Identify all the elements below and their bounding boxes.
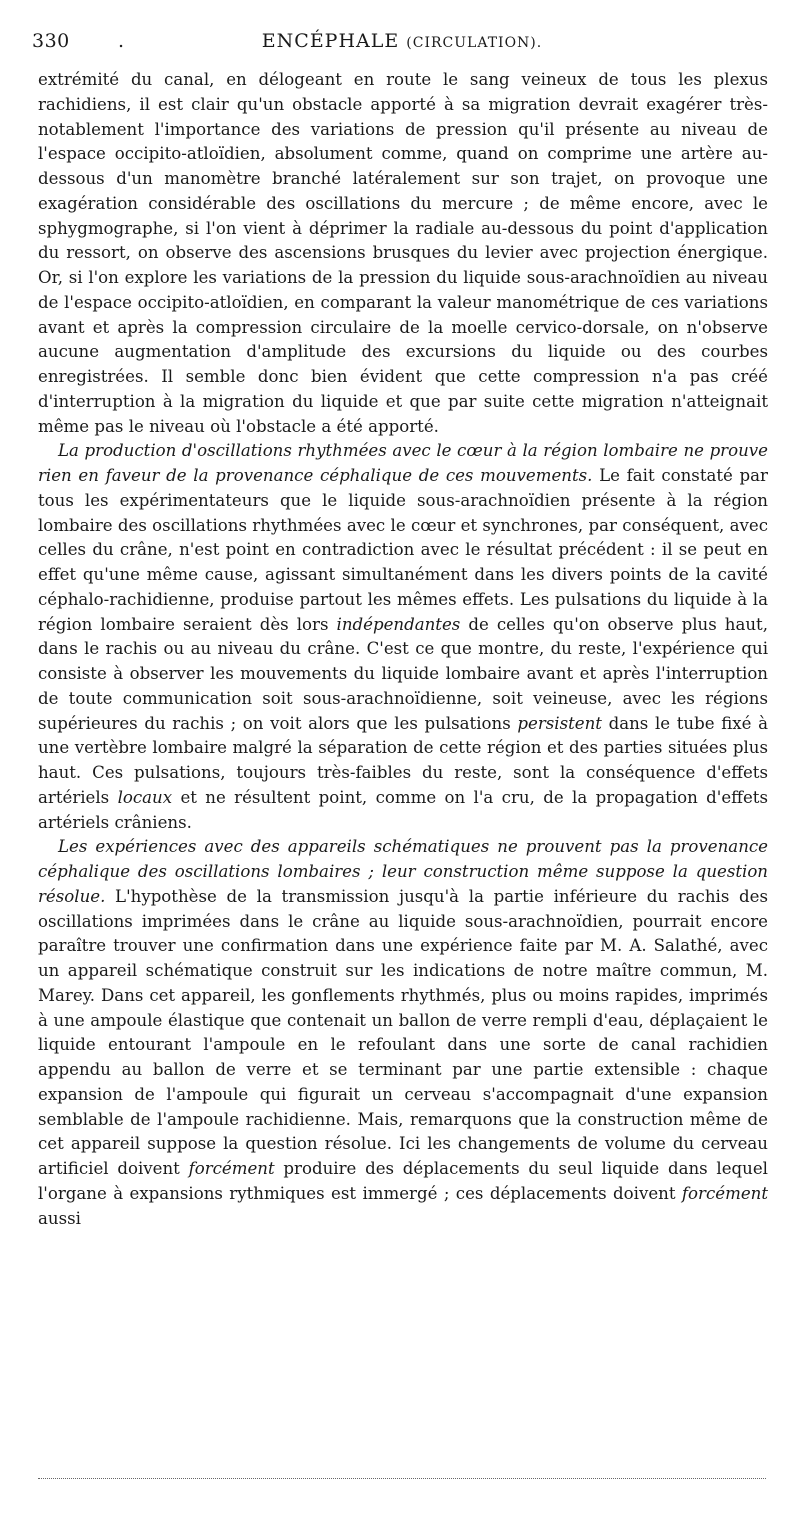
italic-run: forcément [188,1159,275,1178]
text-run: de celles qu'on observe plus haut, dans le rachis ou au niveau du crâne. C'est ce que montre, du reste, l'expérience qui consiste à observer les mouvements du liquide lombaire avant et après l'interruption de toute communication soit sous-arachnoïdienne, soit veineuse, avec les régions supérieures du rachis ; on voit alors que les pulsations [38,614,769,733]
italic-run: Les expériences avec des appareils schématiques ne prouvent pas la provenance céphalique des oscillations lombaires ; leur construction même suppose la question résolue. [38,837,768,906]
text-run: aussi [38,1208,81,1228]
text-run: produire des déplacements du seul liquide dans lequel l'organe à expansions rythmiques est immergé ; ces déplacements doivent [38,1159,768,1203]
running-title [32,30,772,52]
paragraph [38,439,768,835]
footer-rule [38,1478,766,1479]
running-title-subtitle: (CIRCULATION). [406,35,543,51]
italic-run: indépendantes [336,614,461,634]
page-number: 330 [32,30,70,52]
paragraph [38,68,768,439]
running-head [32,30,772,58]
italic-run: forcément [681,1183,768,1203]
body-text [38,68,768,1231]
paragraph [38,835,768,1231]
text-run: Le fait constaté par tous les expérimentateurs que le liquide sous-arachnoïdien présente à la région lombaire des oscillations rhythmées avec le cœur et synchrones, par conséquent, avec celles du crâne, n'est point en contradiction avec le résultat précédent : il se peut en effet qu'une même cause, agissant simultanément dans les divers points de la cavité céphalo-rachidienne, produise partout les mêmes effets. Les pulsations du liquide à la région lombaire seraient dès lors [38,466,768,634]
page-number-separator: . [118,30,126,52]
italic-run: persistent [517,713,602,733]
text-run: extrémité du canal, en délogeant en route le sang veineux de tous les plexus rachidiens, il est clair qu'un obstacle apporté à sa migration devrait exagérer très-notablement l'importance des variations de pression qu'il présente au niveau de l'espace occipito-atloïdien, absolument comme, quand on comprime une artère au-dessous d'un manomètre branché latéralement sur son trajet, on provoque une exagération considérable des oscillations du mercure ; de même encore, avec le sphygmographe, si l'on vient à déprimer la radiale au-dessous du point d'application du ressort, on observe des ascensions brusques du levier avec projection énergique. Or, si l'on explore les variations de la pression du liquide sous-arachnoïdien au niveau de l'espace occipito-atloïdien, en comparant la valeur manométrique de ces variations avant et après la compression circulaire de la moelle cervico-dorsale, on n'observe aucune augmentation d'amplitude des excursions du liquide ou des courbes enregistrées. Il semble donc bien évident que cette compression n'a pas créé d'interruption à la migration du liquide et que par suite cette migration n'atteignait même pas le niveau où l'obstacle a été apporté. [38,70,768,436]
text-run: et ne résultent point, comme on l'a cru, de la propagation d'effets artériels crâniens. [38,787,768,832]
running-title-main: ENCÉPHALE [261,30,400,52]
italic-run: La production d'oscillations rhythmées avec le cœur à la région lombaire ne prouve rien en faveur de la provenance céphalique de ces mouvements. [38,441,768,485]
text-run: L'hypothèse de la transmission jusqu'à la partie inférieure du rachis des oscillations imprimées dans le crâne au liquide sous-arachnoïdien, pourrait encore paraître trouver une confirmation dans une expérience faite par M. A. Salathé, avec un appareil schématique construit sur les indications de notre maître commun, M. Marey. Dans cet appareil, les gonflements rhythmés, plus ou moins rapides, imprimés à une ampoule élastique que contenait un ballon de verre rempli d'eau, déplaçaient le liquide entourant l'ampoule en le refoulant dans une sorte de canal rachidien appendu au ballon de verre et se terminant par une partie extensible : chaque expansion de l'ampoule qui figurait un cerveau s'accompagnait d'une expansion semblable de l'ampoule rachidienne. Mais, remarquons que la construction même de cet appareil suppose la question résolue. Ici les changements de volume du cerveau artificiel doivent [38,886,768,1178]
text-run: dans le tube fixé à une vertèbre lombaire malgré la séparation de cette région et des parties situées plus haut. Ces pulsations, toujours très-faibles du reste, sont la conséquence d'effets artériels [38,713,768,807]
italic-run: locaux [117,787,173,807]
